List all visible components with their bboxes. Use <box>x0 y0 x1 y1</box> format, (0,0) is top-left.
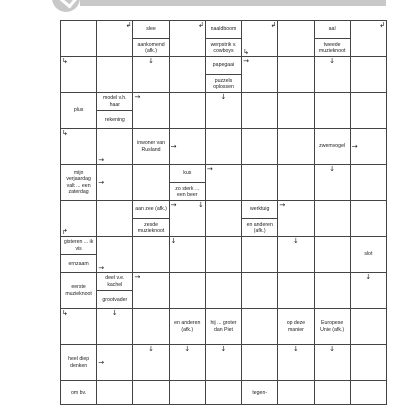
answer-cell[interactable] <box>278 165 314 201</box>
clue-text: en anderen (afk.) <box>246 221 273 234</box>
clue-cell <box>242 201 278 237</box>
direction-arrow-icon: → <box>98 178 105 186</box>
direction-arrow-icon: → <box>98 264 105 272</box>
clue-text: model v.h. haar <box>97 93 132 111</box>
clue-text: gisteren ... ik vis <box>61 237 96 255</box>
direction-arrow-icon: → <box>98 156 105 164</box>
answer-cell[interactable] <box>351 129 387 165</box>
direction-arrow-icon: ↓ <box>148 345 154 353</box>
answer-cell[interactable] <box>170 273 206 309</box>
direction-arrow-icon: ↓ <box>184 345 191 353</box>
clue-text: plus <box>73 107 84 114</box>
clue-cell <box>61 273 97 309</box>
answer-cell[interactable] <box>61 57 97 93</box>
clue-text: eerste muzieknoot <box>65 284 92 297</box>
answer-cell[interactable] <box>170 93 206 129</box>
direction-arrow-icon: ↓ <box>170 237 177 245</box>
answer-cell[interactable] <box>133 93 169 129</box>
answer-cell[interactable] <box>97 21 133 57</box>
answer-cell[interactable] <box>315 345 351 381</box>
direction-arrow-icon: ↓ <box>365 273 372 281</box>
answer-cell[interactable] <box>61 309 97 345</box>
direction-arrow-icon: ↲ <box>125 21 132 29</box>
answer-cell[interactable] <box>133 57 169 93</box>
answer-cell[interactable] <box>170 129 206 165</box>
answer-cell[interactable] <box>97 201 133 237</box>
answer-cell[interactable] <box>133 309 169 345</box>
direction-arrow-icon: → <box>134 93 141 101</box>
answer-cell[interactable] <box>242 129 278 165</box>
clue-cell <box>315 21 351 57</box>
answer-cell[interactable] <box>315 201 351 237</box>
answer-cell[interactable] <box>278 237 314 273</box>
answer-cell[interactable] <box>170 345 206 381</box>
clue-text: zwemvogel <box>319 143 346 150</box>
answer-cell[interactable] <box>133 237 169 273</box>
clue-text: rekening <box>104 116 125 123</box>
clue-cell <box>315 309 351 345</box>
clue-text: aankomend (afk.) <box>137 41 165 54</box>
answer-cell[interactable] <box>61 21 97 57</box>
answer-cell[interactable] <box>97 165 133 201</box>
direction-arrow-icon: ↲ <box>379 21 385 29</box>
clue-text: hij ... groter dan Piet <box>210 320 237 333</box>
answer-cell[interactable] <box>315 273 351 309</box>
answer-cell[interactable] <box>351 309 387 345</box>
answer-cell[interactable] <box>315 381 351 405</box>
clue-text: naaldboom <box>206 21 241 39</box>
clue-cell <box>170 165 206 201</box>
direction-arrow-icon: ↲ <box>198 21 204 29</box>
answer-cell[interactable] <box>242 237 278 273</box>
answer-cell[interactable] <box>278 21 314 57</box>
answer-cell[interactable] <box>278 381 314 405</box>
clue-cell <box>315 129 351 165</box>
clue-cell <box>61 93 97 129</box>
answer-cell[interactable] <box>278 273 314 309</box>
header-band <box>80 0 386 6</box>
answer-cell[interactable] <box>278 345 314 381</box>
clue-text: op deze manier <box>286 320 306 333</box>
answer-cell[interactable] <box>206 165 242 201</box>
clue-text: werktuig <box>242 201 277 219</box>
answer-cell[interactable] <box>133 273 169 309</box>
clue-cell <box>206 57 242 93</box>
clue-cell <box>133 21 169 57</box>
direction-arrow-icon: ↓ <box>111 309 118 317</box>
clue-text: slee <box>133 21 168 39</box>
clue-text: slot <box>364 251 373 258</box>
direction-arrow-icon: ↳ <box>62 57 68 65</box>
answer-cell[interactable] <box>315 165 351 201</box>
direction-arrow-icon: → <box>243 57 249 65</box>
clue-cell <box>206 21 242 57</box>
answer-cell[interactable] <box>61 201 97 237</box>
clue-text: om bv. <box>71 389 87 396</box>
direction-arrow-icon: ↓ <box>220 93 227 101</box>
answer-cell[interactable] <box>206 129 242 165</box>
answer-cell[interactable] <box>97 309 133 345</box>
clue-cell <box>133 201 169 237</box>
answer-cell[interactable] <box>170 21 206 57</box>
clue-cell <box>97 93 133 129</box>
clue-text: heel diep denken <box>68 356 90 369</box>
clue-text: papegaai <box>206 57 241 75</box>
clue-text: mijn verjaardag valt ... een zaterdag <box>66 170 91 195</box>
answer-cell[interactable] <box>97 345 133 381</box>
clue-text: aal <box>315 21 350 39</box>
direction-arrow-icon: ↓ <box>292 345 299 353</box>
answer-cell[interactable] <box>351 273 387 309</box>
direction-arrow-icon: → <box>98 358 105 366</box>
clue-text: inwoner van Rusland <box>137 140 166 153</box>
answer-cell[interactable] <box>242 273 278 309</box>
answer-cell[interactable] <box>61 129 97 165</box>
clue-text: werpstrik v. cowboys <box>210 41 237 54</box>
answer-cell[interactable] <box>242 345 278 381</box>
clue-cell <box>242 381 278 405</box>
direction-arrow-icon: ↓ <box>329 345 336 353</box>
direction-arrow-icon: ↓ <box>148 57 154 65</box>
answer-cell[interactable] <box>351 165 387 201</box>
clue-text: tweede muzieknoot <box>318 41 346 54</box>
answer-cell[interactable] <box>133 381 169 405</box>
clue-cell <box>278 309 314 345</box>
clue-text: zesde muzieknoot <box>137 221 165 234</box>
direction-arrow-icon: → <box>134 273 141 281</box>
clue-text: grootvader <box>102 296 128 303</box>
answer-cell[interactable] <box>351 345 387 381</box>
direction-arrow-icon: ↓ <box>329 165 336 173</box>
answer-cell[interactable] <box>97 381 133 405</box>
clue-text: ernzaam <box>68 260 89 267</box>
clue-text: tegen- <box>252 389 268 396</box>
crossword-grid <box>60 20 387 405</box>
clue-text: zo sterk ... een beer <box>175 185 200 198</box>
answer-cell[interactable] <box>351 21 387 57</box>
answer-cell[interactable] <box>278 201 314 237</box>
direction-arrow-icon: ↓ <box>292 237 299 245</box>
answer-cell[interactable] <box>206 381 242 405</box>
answer-cell[interactable] <box>242 21 278 57</box>
clue-cell <box>133 129 169 165</box>
direction-arrow-icon: → <box>279 201 286 209</box>
direction-arrow-icon: → <box>351 142 358 150</box>
answer-cell[interactable] <box>242 57 278 93</box>
direction-arrow-icon: → <box>206 165 213 173</box>
answer-cell[interactable] <box>206 201 242 237</box>
answer-cell[interactable] <box>315 93 351 129</box>
clue-text: en anderen (afk.) <box>174 320 201 333</box>
answer-cell[interactable] <box>170 237 206 273</box>
answer-cell[interactable] <box>351 201 387 237</box>
clue-cell <box>206 309 242 345</box>
answer-cell[interactable] <box>170 201 206 237</box>
answer-cell[interactable] <box>242 309 278 345</box>
clue-text: aan zee (afk.) <box>133 201 168 219</box>
clue-text: kus <box>170 165 205 183</box>
answer-cell[interactable] <box>170 381 206 405</box>
answer-cell[interactable] <box>170 57 206 93</box>
answer-cell[interactable] <box>278 57 314 93</box>
clue-cell <box>170 309 206 345</box>
answer-cell[interactable] <box>278 93 314 129</box>
answer-cell[interactable] <box>351 93 387 129</box>
answer-cell[interactable] <box>97 57 133 93</box>
clue-cell <box>97 273 133 309</box>
answer-cell[interactable] <box>206 345 242 381</box>
clue-text: deel v.e. kachel <box>97 273 132 291</box>
direction-arrow-icon: ↓ <box>220 345 227 353</box>
answer-cell[interactable] <box>206 273 242 309</box>
direction-arrow-icon: ↳ <box>62 309 68 317</box>
direction-arrow-icon: → <box>170 142 177 150</box>
answer-cell[interactable] <box>133 165 169 201</box>
answer-cell[interactable] <box>133 345 169 381</box>
clue-cell <box>61 381 97 405</box>
answer-cell[interactable] <box>206 93 242 129</box>
clue-cell <box>61 165 97 201</box>
answer-cell[interactable] <box>242 93 278 129</box>
direction-arrow-icon: ↳ <box>62 129 68 137</box>
direction-arrow-icon: → <box>170 201 177 209</box>
answer-cell[interactable] <box>97 129 133 165</box>
answer-cell[interactable] <box>351 381 387 405</box>
direction-arrow-icon: ↱ <box>62 228 68 236</box>
clue-text: puzzels oplossen <box>213 77 234 90</box>
clue-text: Europese Unie (afk.) <box>320 320 345 333</box>
clue-cell <box>351 237 387 273</box>
answer-cell[interactable] <box>242 165 278 201</box>
answer-cell[interactable] <box>315 237 351 273</box>
answer-cell[interactable] <box>278 129 314 165</box>
answer-cell[interactable] <box>315 57 351 93</box>
direction-arrow-icon: ↓ <box>329 57 336 65</box>
direction-arrow-icon: ↲ <box>270 21 277 29</box>
answer-cell[interactable] <box>206 237 242 273</box>
clue-cell <box>61 237 97 273</box>
answer-cell[interactable] <box>97 237 133 273</box>
clue-cell <box>61 345 97 381</box>
direction-arrow-icon: ↳ <box>243 48 249 56</box>
answer-cell[interactable] <box>351 57 387 93</box>
direction-arrow-icon: ↓ <box>198 201 204 209</box>
